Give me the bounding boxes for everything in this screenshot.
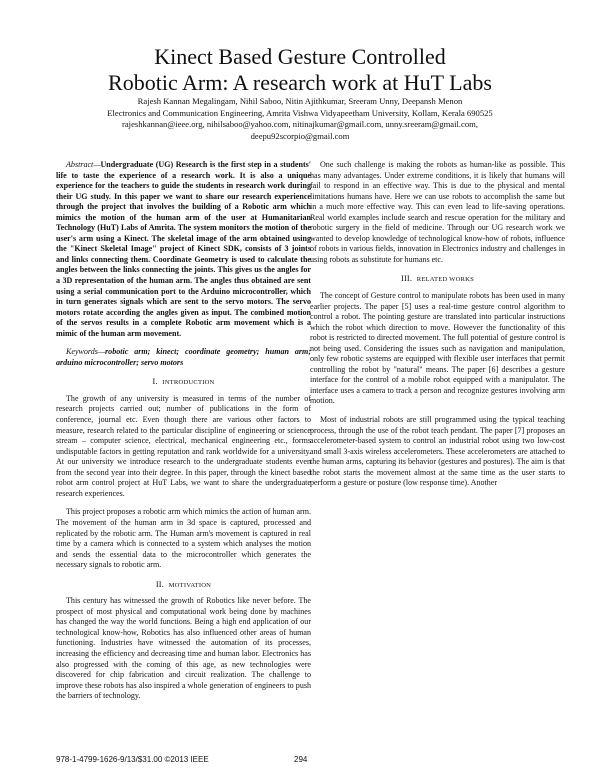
- section-number: III.: [401, 274, 413, 284]
- author-emails: rajeshkannan@ieee.org, nihilsaboo@yahoo.com, nitinajkumar@gmail.com, unny.sreeram@gmail.com,: [122, 119, 478, 129]
- keywords-text: robotic arm; kinect; coordinate geometry; human arm; arduino microcontroller; servo motors: [56, 347, 311, 367]
- keywords: [56, 347, 311, 368]
- abstract-label: Abstract—: [66, 160, 101, 169]
- left-column: [56, 160, 311, 710]
- motivation-paragraph-2: One such challenge is making the robots as human-like as possible. This has many advantages. Under extreme conditions, it is likely that humans will fail to respond in an effective way. This is due to the physical and mental limitations humans have. Here we can use robots to accomplish the same but in a much more effective way. This can even lead to life-saving operations. Real world examples include search and rescue operation for the military and robotic surgery in the field of medicine. Through our UG research work we wanted to develop knowledge of technological know-how of robots, influence of robots in various fields, innovation in Electronics industry and challenges in using robots as substitute for humans etc.: [310, 160, 565, 264]
- paper-title: [0, 44, 600, 96]
- keywords-label: Keywords—: [66, 347, 106, 357]
- author-affiliation: Electronics and Communication Engineering, Amrita Vishwa Vidyapeetham University, Kollam, Kerala 690525: [107, 107, 493, 118]
- section-number: I.: [152, 377, 158, 387]
- section-heading-introduction: [56, 377, 311, 389]
- title-line-1: Kinect Based Gesture Controlled: [154, 44, 446, 69]
- motivation-paragraph-1: This century has witnessed the growth of Robotics like never before. The prospect of most physical and computational work being done by machines has changed the way the world functions. Being a high end application of our technological know-how, Robotics has also influenced other areas of human functioning. Industries have witnessed the automation of its processes, increasing the efficiency and decreasing time and human labor. Electronics has also progressed with the coming of this age, as new technologies were discovered for chip fabrication and circuit realization. The challenge to improve these robots has also inspired a whole generation of engineers to push the barriers of technology.: [56, 596, 311, 701]
- section-number: II.: [155, 579, 165, 589]
- abstract-text: Undergraduate (UG) Research is the first step in a students' life to taste the experience of a research work. It is also a unique experience for the teachers to guide the students in research work during their UG study. In this paper we want to share our research experience through the project that involves the building of a Robotic arm which mimics the motion of the human arm of the user at Humanitarian Technology (HuT) Labs of Amrita. The system monitors the motion of the user's arm using a Kinect. The skeletal image of the arm obtained using the "Kinect Skeletal Image" project of Kinect SDK, consists of 3 joints and links connecting them. Coordinate Geometry is used to calculate the angles between the links connecting the joints. This gives us the angles for a 3D representation of the human arm. The angles thus obtained are sent using a serial communication port to the Arduino microcontroller, which in turn generates signals which are sent to the servo motors. The servo motors rotate according the angles given as input. The combined motion of the servos results in a complete Robotic arm movement which is a mimic of the human arm movement.: [56, 160, 311, 338]
- author-emails-cont: deepu92scorpio@gmail.com: [250, 130, 350, 141]
- section-title: RELATED WORKS: [416, 276, 474, 284]
- section-heading-motivation: [56, 580, 311, 592]
- intro-paragraph-2: This project proposes a robotic arm which mimics the action of human arm. The movement of the human arm in 3d space is captured, processed and replicated by the robotic arm. The Human arm's movement is captured in real time by a camera which is connected to a system which analyses the motion and sends the essential data to the microcontroller which generates the necessary signals to robotic arm.: [56, 507, 311, 570]
- section-title: INTRODUCTION: [162, 379, 215, 387]
- copyright-notice: 978-1-4799-1626-9/13/$31.00 ©2013 IEEE: [56, 755, 209, 764]
- section-title: MOTIVATION: [168, 581, 212, 589]
- author-names: Rajesh Kannan Megalingam, Nihil Saboo, Nitin Ajithkumar, Sreeram Unny, Deepansh Menon: [137, 96, 463, 106]
- intro-paragraph-1: The growth of any university is measured in terms of the number of research projects carried out; number of publications in the form of conference, journal etc. Even though there are various other factors to measure, research related to the particular discipline of engineering or science stream – computer science, electrical, mechanical engineering etc., forms undisputable factors in getting reputation and rank worldwide for a university. At our university we introduce research to the undergraduate students even from the second year into their degree. In this paper, through the kinect based robot arm control project at HuT Labs, we want to share the undergraduate research experiences.: [56, 393, 311, 498]
- section-heading-related-works: [310, 274, 565, 286]
- title-line-2: Robotic Arm: A research work at HuT Labs: [108, 70, 492, 95]
- related-paragraph-1: The concept of Gesture control to manipulate robots has been used in many earlier projects. The paper [5] uses a real-time gesture control algorithm to control a robot. The pointing gesture are translated into particular instructions which the robot which direction to move. However the functionality of this robot is restricted to directed movement. The full potential of gesture control is not being used. Considering the issues such as navigation and manipulation, only few robotic systems are equipped with flexible user interfaces that permit controlling the robot by "natural" means. The paper [6] describes a gesture interface for the control of a mobile robot equipped with a manipulator. The interface uses a camera to track a person and recognize gestures involving arm motion.: [310, 291, 565, 406]
- abstract: [56, 160, 311, 339]
- page-number: 294: [294, 755, 308, 764]
- right-column: [310, 160, 565, 497]
- author-block: [0, 96, 600, 142]
- related-paragraph-2: Most of industrial robots are still programmed using the typical teaching process, through the use of the robot teach pendant. The paper [7] proposes an accelerometer-based system to control an industrial robot using two low-cost and small 3-axis wireless accelerometers. These accelerometers are attached to the human arms, capturing its behavior (gestures and postures). The aim is that the robot starts the movement almost at the same time as the user starts to perform a gesture or posture (low response time). Another: [310, 415, 565, 488]
